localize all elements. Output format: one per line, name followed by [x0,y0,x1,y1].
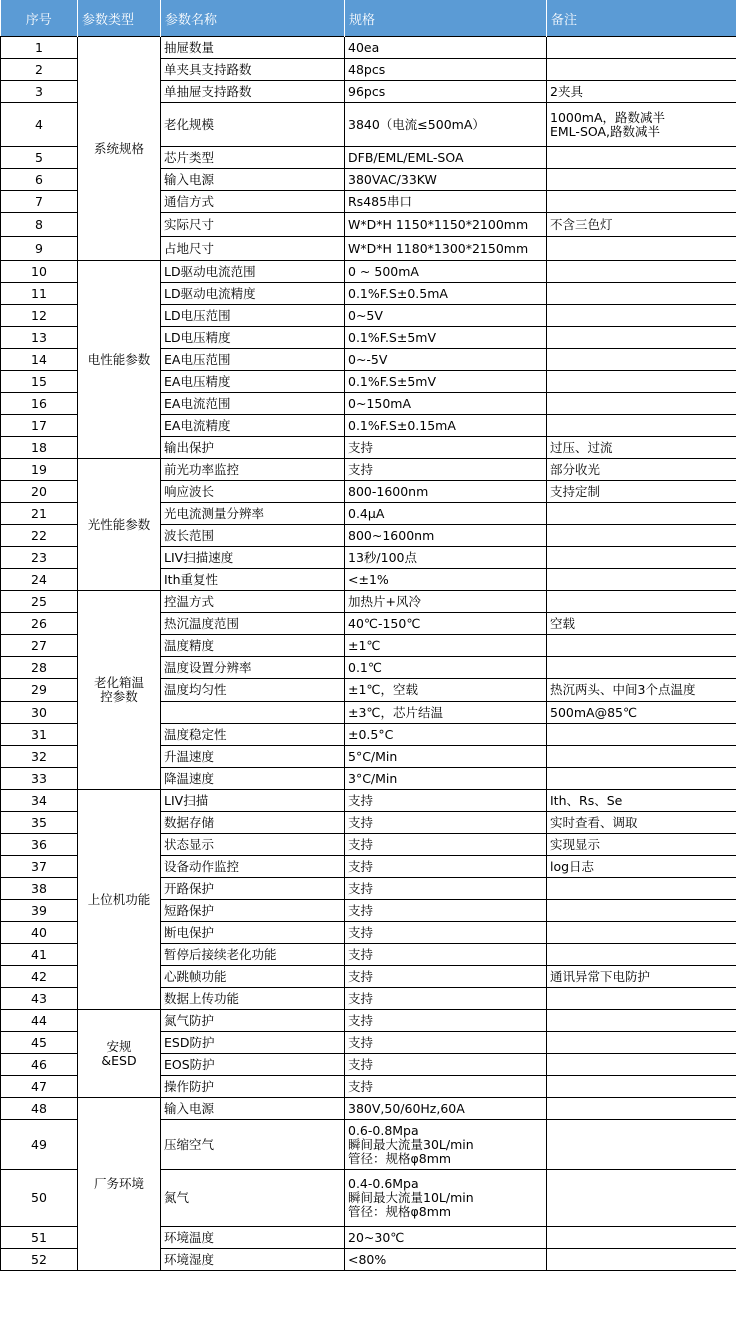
note-cell [547,305,736,327]
spec-cell: Rs485串口 [345,191,547,213]
row-number: 18 [1,437,78,459]
param-name-cell: LD电压范围 [161,305,345,327]
table-row [1,790,736,812]
note-cell: 空载 [547,613,736,635]
note-cell [547,59,736,81]
note-cell: 部分收光 [547,459,736,481]
spec-cell-line: 0.6-0.8Mpa [348,1122,419,1138]
category-cell: 安规&ESD [78,1010,161,1098]
spec-cell: <±1% [345,569,547,591]
header-category: 参数类型 [78,0,161,37]
row-number: 5 [1,147,78,169]
spec-cell: 支持 [345,988,547,1010]
param-name-cell: LD电压精度 [161,327,345,349]
row-number: 47 [1,1076,78,1098]
note-cell-line: 1000mA，路数减半 [550,109,666,125]
note-cell [547,569,736,591]
note-cell: 热沉两头、中间3个点温度 [547,679,736,702]
category-cell: 系统规格 [78,37,161,261]
spec-cell: 3840（电流≤500mA） [345,103,547,147]
row-number: 8 [1,213,78,237]
param-name-cell: 温度稳定性 [161,724,345,746]
category-cell: 厂务环境 [78,1098,161,1271]
note-cell [547,1249,736,1271]
spec-cell: 380V,50/60Hz,60A [345,1098,547,1120]
note-cell [547,525,736,547]
spec-cell: 380VAC/33KW [345,169,547,191]
row-number: 23 [1,547,78,569]
row-number: 37 [1,856,78,878]
spec-cell: 支持 [345,944,547,966]
row-number: 24 [1,569,78,591]
table-row [1,1098,736,1120]
spec-cell: 0~5V [345,305,547,327]
param-name-cell: 占地尺寸 [161,237,345,261]
param-name-cell: 断电保护 [161,922,345,944]
param-name-cell: LD驱动电流精度 [161,283,345,305]
row-number: 6 [1,169,78,191]
param-name-cell: 抽屉数量 [161,37,345,59]
param-name-cell: ESD防护 [161,1032,345,1054]
param-name-cell: 热沉温度范围 [161,613,345,635]
table-row [1,591,736,613]
param-name-cell: EA电压范围 [161,349,345,371]
row-number: 21 [1,503,78,525]
param-name-cell: 短路保护 [161,900,345,922]
spec-cell: 支持 [345,834,547,856]
spec-cell-line: 管径：规格φ8mm [348,1204,452,1219]
spec-cell: 支持 [345,922,547,944]
note-cell [547,261,736,283]
note-cell [547,1227,736,1249]
note-cell [547,1076,736,1098]
spec-cell: 20~30℃ [345,1227,547,1249]
spec-cell: 0.1%F.S±0.5mA [345,283,547,305]
header-name: 参数名称 [161,0,345,37]
param-name-cell: EA电压精度 [161,371,345,393]
spec-cell: W*D*H 1150*1150*2100mm [345,213,547,237]
param-name-cell: 操作防护 [161,1076,345,1098]
header-spec: 规格 [345,0,547,37]
row-number: 2 [1,59,78,81]
category-cell: 上位机功能 [78,790,161,1010]
header-note: 备注 [547,0,736,37]
row-number: 40 [1,922,78,944]
row-number: 41 [1,944,78,966]
param-name-cell: 输出保护 [161,437,345,459]
param-name-cell: EA电流精度 [161,415,345,437]
param-name-cell: LIV扫描速度 [161,547,345,569]
param-name-cell: 状态显示 [161,834,345,856]
row-number: 29 [1,679,78,702]
spec-cell: 支持 [345,856,547,878]
row-number: 3 [1,81,78,103]
spec-cell: 支持 [345,1054,547,1076]
note-cell [547,547,736,569]
note-cell [547,922,736,944]
param-name-cell: 温度精度 [161,635,345,657]
note-cell [547,147,736,169]
note-cell [547,37,736,59]
spec-cell: 支持 [345,900,547,922]
note-cell [547,944,736,966]
param-name-cell: 心跳帧功能 [161,966,345,988]
row-number: 32 [1,746,78,768]
note-cell: 2夹具 [547,81,736,103]
param-name-cell: 光电流测量分辨率 [161,503,345,525]
note-cell [547,724,736,746]
row-number: 12 [1,305,78,327]
row-number: 15 [1,371,78,393]
param-name-cell: 通信方式 [161,191,345,213]
param-name-cell: 设备动作监控 [161,856,345,878]
note-cell: 实现显示 [547,834,736,856]
note-cell [547,327,736,349]
category-cell: 光性能参数 [78,459,161,591]
spec-cell-line: 瞬间最大流量10L/min [348,1190,474,1205]
spec-cell-line: 0.4-0.6Mpa [348,1176,419,1191]
spec-cell: 0.1%F.S±5mV [345,327,547,349]
category-cell: 老化箱温控参数 [78,591,161,790]
row-number: 48 [1,1098,78,1120]
spec-cell: 0.1℃ [345,657,547,679]
category-cell: 电性能参数 [78,261,161,459]
spec-cell: 48pcs [345,59,547,81]
note-cell: 不含三色灯 [547,213,736,237]
row-number: 26 [1,613,78,635]
spec-cell: 支持 [345,1032,547,1054]
param-name-cell: 老化规模 [161,103,345,147]
row-number: 46 [1,1054,78,1076]
row-number: 34 [1,790,78,812]
note-cell [547,415,736,437]
row-number: 50 [1,1170,78,1227]
note-cell [547,1098,736,1120]
param-name-cell: Ith重复性 [161,569,345,591]
param-name-cell: 环境湿度 [161,1249,345,1271]
row-number: 13 [1,327,78,349]
param-name-cell: 暂停后接续老化功能 [161,944,345,966]
spec-cell [345,1120,547,1170]
spec-cell: ±1℃，空载 [345,679,547,702]
row-number: 39 [1,900,78,922]
spec-cell: <80% [345,1249,547,1271]
param-name-cell: EOS防护 [161,1054,345,1076]
table-row [1,261,736,283]
note-cell [547,988,736,1010]
spec-cell: 支持 [345,1010,547,1032]
param-name-cell: 波长范围 [161,525,345,547]
note-cell [547,1054,736,1076]
row-number: 30 [1,702,78,724]
note-cell [547,746,736,768]
table-row [1,459,736,481]
param-name-cell: 温度设置分辨率 [161,657,345,679]
row-number: 27 [1,635,78,657]
row-number: 14 [1,349,78,371]
param-name-cell: LIV扫描 [161,790,345,812]
note-cell: 通讯异常下电防护 [547,966,736,988]
row-number: 17 [1,415,78,437]
note-cell-line: EML-SOA,路数减半 [550,123,661,139]
param-name-cell: 环境温度 [161,1227,345,1249]
spec-cell: 支持 [345,878,547,900]
spec-cell: 0.4μA [345,503,547,525]
row-number: 11 [1,283,78,305]
spec-cell: W*D*H 1180*1300*2150mm [345,237,547,261]
row-number: 51 [1,1227,78,1249]
note-cell [547,1010,736,1032]
note-cell [547,1120,736,1170]
note-cell [547,878,736,900]
spec-cell: ±0.5°C [345,724,547,746]
row-number: 36 [1,834,78,856]
note-cell: 过压、过流 [547,437,736,459]
param-name-cell: 数据上传功能 [161,988,345,1010]
param-name-cell: 响应波长 [161,481,345,503]
row-number: 10 [1,261,78,283]
row-number: 25 [1,591,78,613]
note-cell [547,191,736,213]
row-number: 16 [1,393,78,415]
spec-cell: 支持 [345,437,547,459]
spec-cell: 40ea [345,37,547,59]
row-number: 4 [1,103,78,147]
note-cell [547,503,736,525]
note-cell [547,768,736,790]
spec-cell: ±1℃ [345,635,547,657]
param-name-cell [161,702,345,724]
param-name-cell: 单抽屉支持路数 [161,81,345,103]
note-cell [547,635,736,657]
param-name-cell: 前光功率监控 [161,459,345,481]
spec-cell: 800-1600nm [345,481,547,503]
row-number: 19 [1,459,78,481]
note-cell [547,371,736,393]
note-cell [547,1170,736,1227]
table-body [1,37,736,1271]
note-cell [547,103,736,147]
spec-cell: 支持 [345,966,547,988]
param-name-cell: LD驱动电流范围 [161,261,345,283]
table-row [1,1010,736,1032]
row-number: 44 [1,1010,78,1032]
note-cell [547,283,736,305]
param-name-cell: 开路保护 [161,878,345,900]
row-number: 33 [1,768,78,790]
param-name-cell: 输入电源 [161,1098,345,1120]
param-name-cell: EA电流范围 [161,393,345,415]
note-cell: Ith、Rs、Se [547,790,736,812]
spec-cell: 支持 [345,812,547,834]
spec-cell: 支持 [345,790,547,812]
spec-cell: 3°C/Min [345,768,547,790]
param-name-cell: 降温速度 [161,768,345,790]
spec-cell: 40℃-150℃ [345,613,547,635]
param-name-cell: 升温速度 [161,746,345,768]
spec-cell: 13秒/100点 [345,547,547,569]
param-name-cell: 单夹具支持路数 [161,59,345,81]
note-cell [547,393,736,415]
spec-cell: 支持 [345,1076,547,1098]
row-number: 35 [1,812,78,834]
row-number: 43 [1,988,78,1010]
row-number: 28 [1,657,78,679]
row-number: 9 [1,237,78,261]
note-cell [547,900,736,922]
spec-cell: 0.1%F.S±0.15mA [345,415,547,437]
row-number: 22 [1,525,78,547]
note-cell: 支持定制 [547,481,736,503]
spec-cell-line: 瞬间最大流量30L/min [348,1136,474,1152]
note-cell [547,237,736,261]
spec-cell: 96pcs [345,81,547,103]
note-cell [547,1032,736,1054]
table-row [1,37,736,59]
row-number: 31 [1,724,78,746]
param-name-cell: 数据存储 [161,812,345,834]
spec-cell: 0~-5V [345,349,547,371]
row-number: 38 [1,878,78,900]
spec-cell: DFB/EML/EML-SOA [345,147,547,169]
note-cell [547,349,736,371]
spec-cell: 800~1600nm [345,525,547,547]
row-number: 45 [1,1032,78,1054]
row-number: 7 [1,191,78,213]
param-name-cell: 输入电源 [161,169,345,191]
header-row [1,0,736,37]
row-number: 20 [1,481,78,503]
spec-cell: 5°C/Min [345,746,547,768]
param-name-cell: 温度均匀性 [161,679,345,702]
note-cell: 实时查看、调取 [547,812,736,834]
note-cell [547,169,736,191]
header-no: 序号 [1,0,78,37]
row-number: 42 [1,966,78,988]
param-name-cell: 氮气 [161,1170,345,1227]
spec-cell: ±3℃，芯片结温 [345,702,547,724]
param-name-cell: 芯片类型 [161,147,345,169]
param-name-cell: 压缩空气 [161,1120,345,1170]
spec-cell: 0 ~ 500mA [345,261,547,283]
note-cell: log日志 [547,856,736,878]
param-name-cell: 氮气防护 [161,1010,345,1032]
note-cell [547,591,736,613]
spec-cell [345,1170,547,1227]
row-number: 52 [1,1249,78,1271]
row-number: 49 [1,1120,78,1170]
note-cell: 500mA@85℃ [547,702,736,724]
spec-cell: 加热片+风冷 [345,591,547,613]
spec-cell: 支持 [345,459,547,481]
param-name-cell: 实际尺寸 [161,213,345,237]
spec-cell: 0~150mA [345,393,547,415]
row-number: 1 [1,37,78,59]
spec-cell: 0.1%F.S±5mV [345,371,547,393]
param-name-cell: 控温方式 [161,591,345,613]
spec-cell-line: 管径：规格φ8mm [348,1150,452,1166]
note-cell [547,657,736,679]
